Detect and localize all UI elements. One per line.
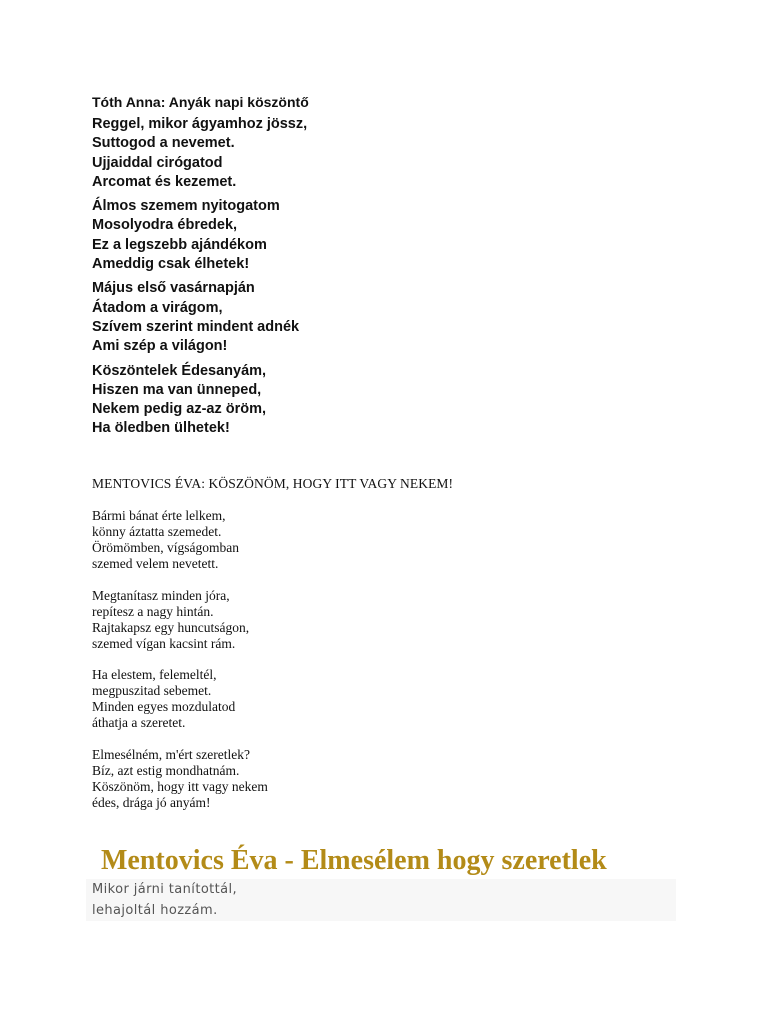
poem-line: Ez a legszebb ajándékom [92,236,267,253]
poem-line: Ameddig csak élhetek! [92,256,250,273]
poem-line: Mikor járni tanítottál, [92,882,238,897]
poem-line: Örömömben, vígságomban [92,540,239,555]
poem-line: Arcomat és kezemet. [92,173,237,190]
stanza [92,362,652,439]
poem-line: Mosolyodra ébredek, [92,217,238,234]
poem-line: Nekem pedig az-az öröm, [92,401,267,418]
poem-line: Ujjaiddal cirógatod [92,154,223,171]
poem-line: Megtanítasz minden jóra, [92,587,230,603]
poem-line: Ha elestem, felemeltél, [92,667,217,682]
poem-line: áthatja a szeretet. [92,715,186,730]
poem-line: Álmos szemem nyitogatom [92,198,280,215]
poem-line: lehajoltál hozzám. [92,903,218,918]
poem-title-elmeselem: Mentovics Éva - Elmesélem hogy szeretlek [101,845,607,876]
stanza [92,747,652,811]
poem-line: szemed vígan kacsint rám. [92,635,236,651]
poem-line: Május első vasárnapján [92,280,255,297]
poem-line: Ha öledben ülhetek! [92,420,230,437]
stanza [92,588,652,652]
poem-line: megpuszitad sebemet. [92,683,212,698]
poem-line: Minden egyes mozdulatod [92,699,236,714]
poem-line: Bíz, azt estig mondhatnám. [92,762,240,778]
poem-title: MENTOVICS ÉVA: KÖSZÖNÖM, HOGY ITT VAGY NEKEM! [92,476,454,491]
poem-line: Átadom a virágom, [92,299,223,316]
poem-line: Suttogod a nevemet. [92,135,235,152]
poem-line: Reggel, mikor ágyamhoz jössz, [92,116,308,132]
stanza [92,115,652,192]
poem-line: édes, drága jó anyám! [92,794,211,810]
poem-line: Köszönöm, hogy itt vagy nekem [92,778,268,794]
poem-line: Bármi bánat érte lelkem, [92,508,226,523]
poem-line: könny áztatta szemedet. [92,524,222,539]
poem-line: Szívem szerint mindent adnék [92,318,300,335]
poem-mentovics-koszonom [92,475,652,826]
poem-line: Köszöntelek Édesanyám, [92,362,267,379]
poem-line: szemed velem nevetett. [92,556,219,571]
stanza [92,197,652,274]
stanza [92,508,652,572]
poem-excerpt-box [86,879,676,921]
poem-line: Rajtakapsz egy huncutságon, [92,619,250,635]
poem-line: repítesz a nagy hintán. [92,603,214,619]
poem-line: Hiszen ma van ünneped, [92,381,262,398]
stanza [92,667,652,731]
poem-toth-anna [92,93,652,444]
stanza [92,279,652,356]
poem-line: Elmesélném, m'ért szeretlek? [92,746,250,762]
poem-title: Tóth Anna: Anyák napi köszöntő [92,94,309,110]
poem-line: Ami szép a világon! [92,338,228,355]
